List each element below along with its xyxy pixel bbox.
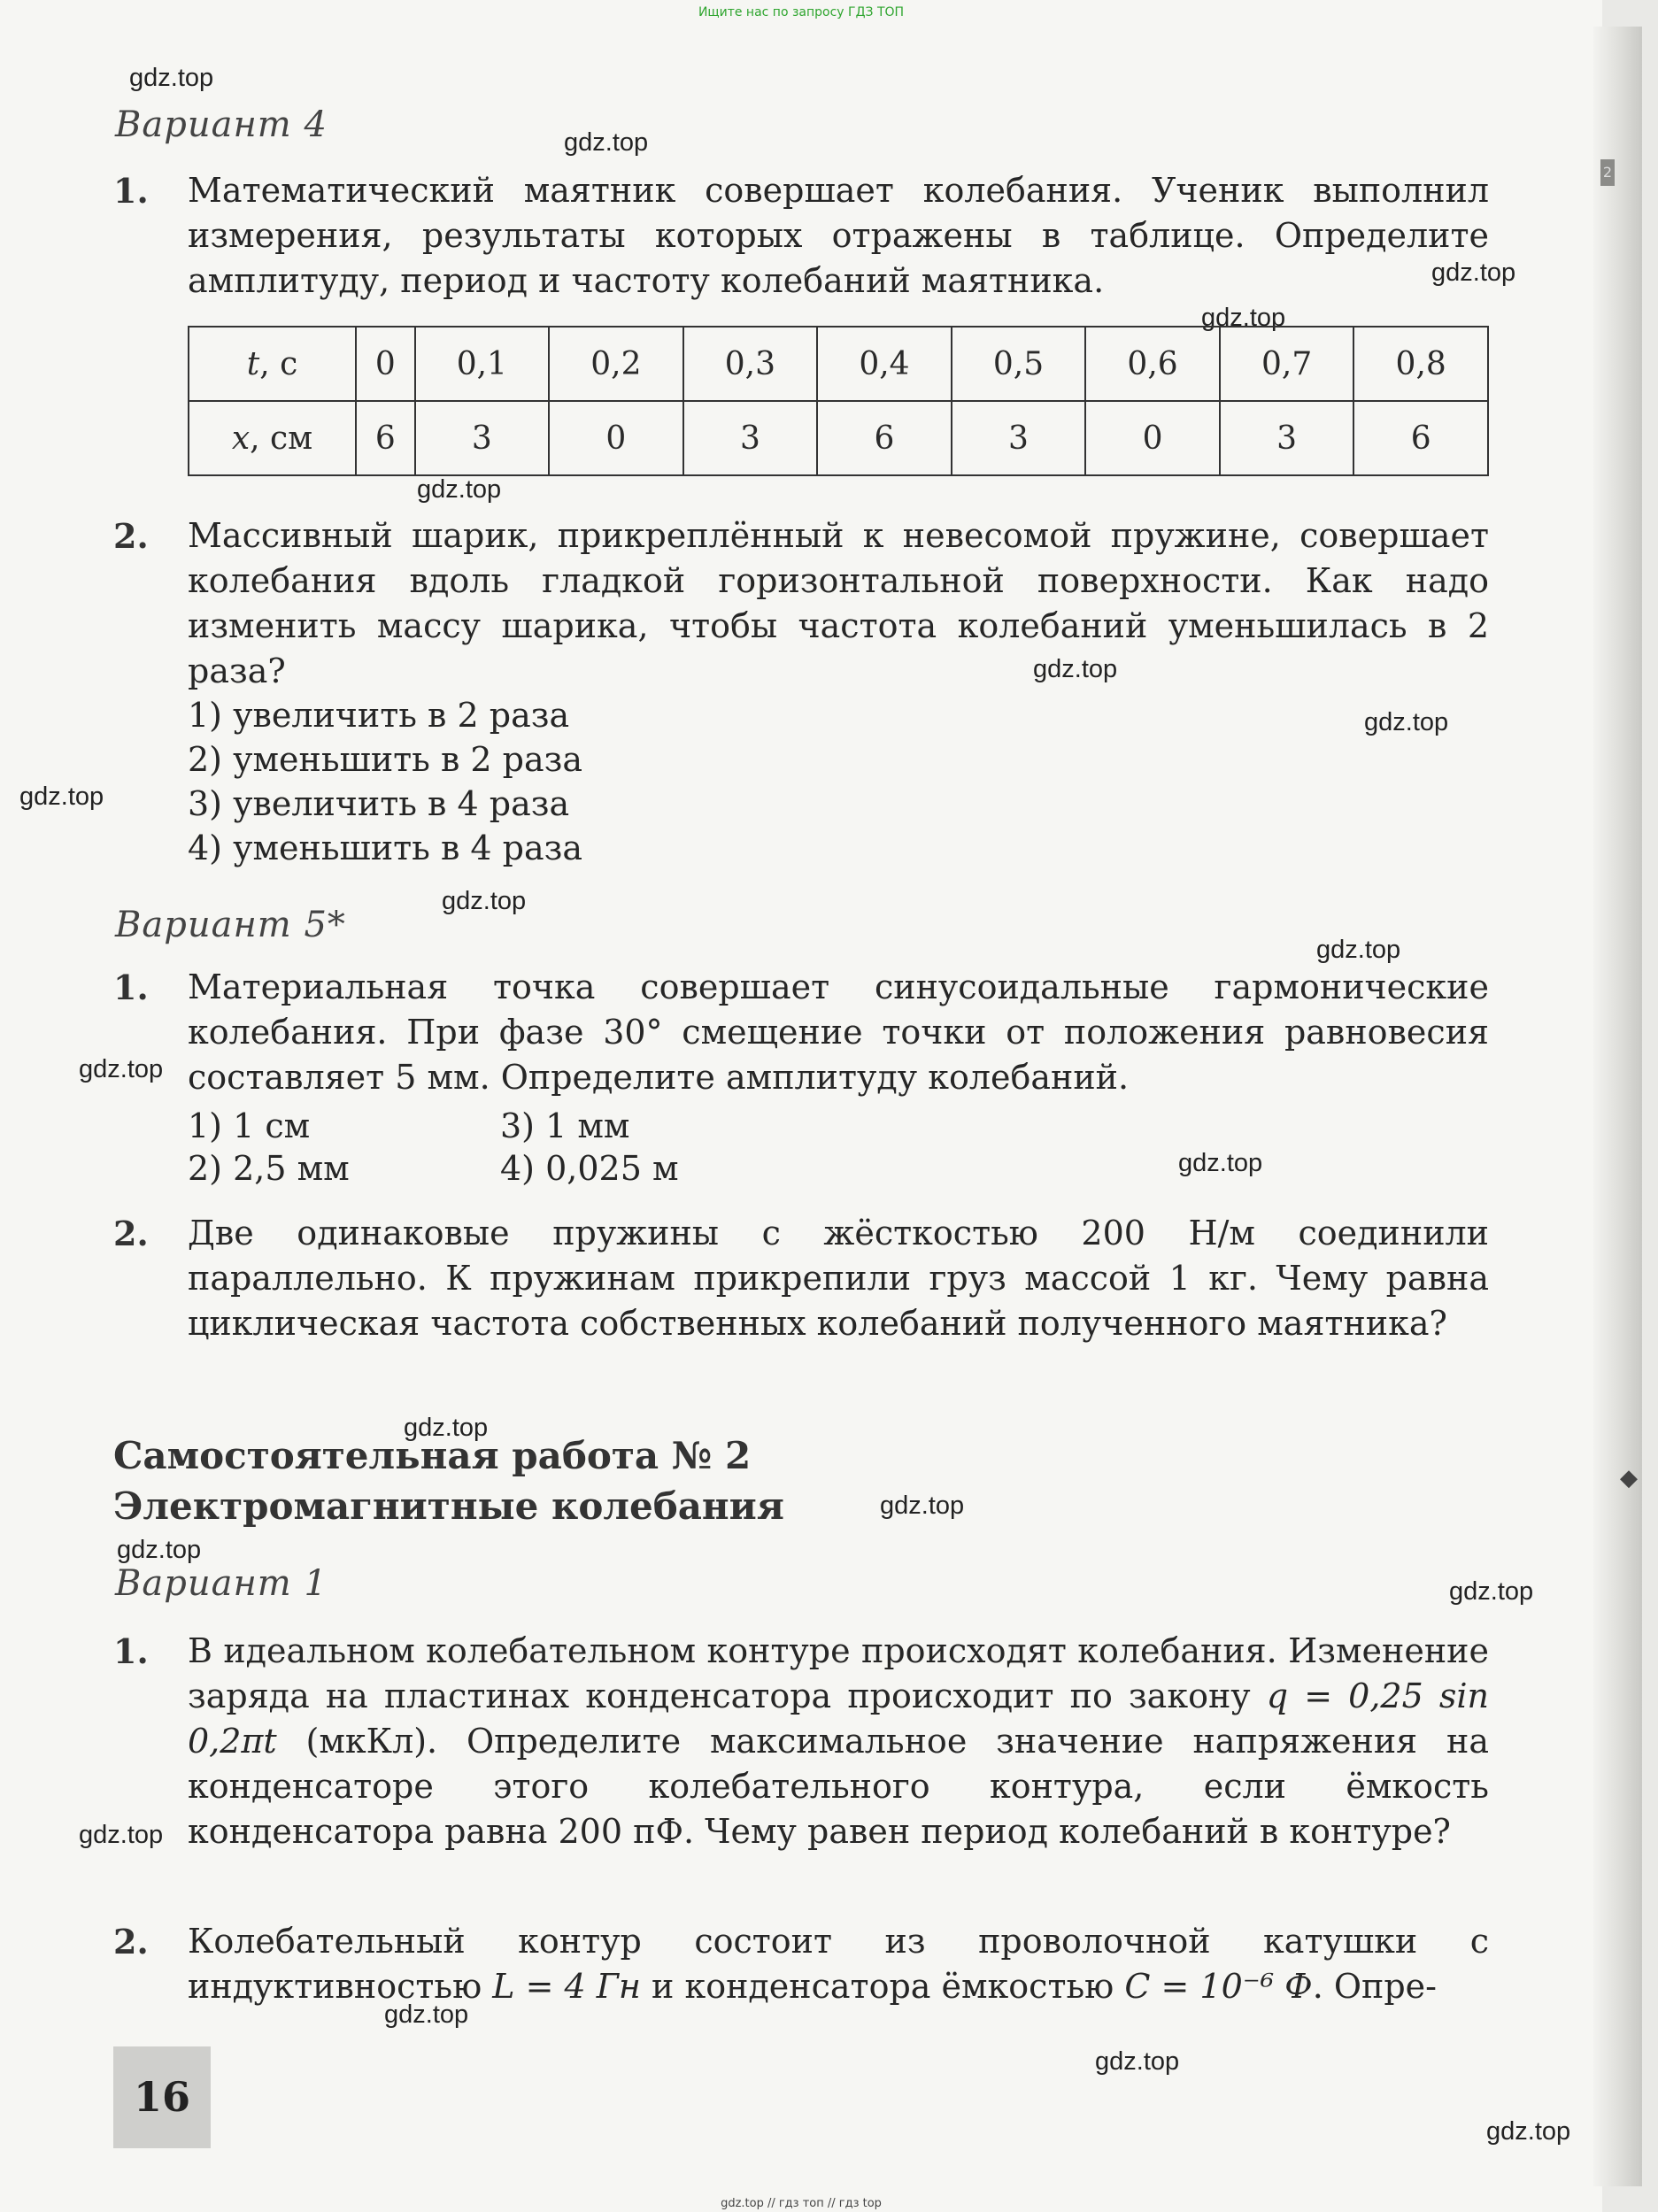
page-number: 16: [113, 2046, 211, 2148]
answer-option: 3) увеличить в 4 раза: [188, 784, 570, 823]
watermark: gdz.top: [1095, 2047, 1180, 2076]
answer-option: 2) уменьшить в 2 раза: [188, 740, 583, 779]
table-cell: 0,7: [1220, 327, 1354, 401]
formula: L = 4 Гн: [492, 1967, 641, 2006]
answer-option: 1) 1 см: [188, 1106, 311, 1145]
table-cell: 3: [1220, 401, 1354, 475]
task-text: В идеальном колебательном контуре происходят колебания. Изменение заряда на пластинах конденсатора происходит по закону q = 0,25 sin 0,2πt (мкКл). Определите максимальное значение напряжения на конденсаторе этого колебательного контура, если ёмкость конденсатора равна 200 пФ. Чему равен период колебаний в контуре?: [188, 1631, 1490, 1851]
table-cell: 0,1: [415, 327, 550, 401]
task-number: 1.: [113, 967, 149, 1007]
table-cell: 3: [683, 401, 818, 475]
watermark: gdz.top: [79, 1821, 164, 1849]
watermark: gdz.top: [1178, 1149, 1263, 1177]
table-row-displacement: [189, 401, 1488, 475]
watermark: gdz.top: [417, 475, 502, 504]
watermark: gdz.top: [79, 1055, 164, 1083]
table-cell: 0,8: [1353, 327, 1488, 401]
row-label-time: t, с: [189, 327, 356, 401]
table-cell: 0: [549, 401, 683, 475]
formula: q = 0,25 sin 0,2πt: [188, 1676, 1490, 1761]
table-cell: 0: [356, 327, 415, 401]
table-cell: 6: [356, 401, 415, 475]
task-number: 1.: [113, 1631, 149, 1671]
section-subtitle: Электромагнитные колебания: [113, 1484, 784, 1528]
table-cell: 0,5: [952, 327, 1086, 401]
variant-1-title: Вариант 1: [115, 1563, 328, 1604]
table-cell: 0,4: [817, 327, 952, 401]
task-number: 1.: [113, 171, 149, 211]
watermark: gdz.top: [19, 782, 104, 811]
table-cell: 0: [1085, 401, 1220, 475]
task-text: Колебательный контур состоит из проволочной катушки с индуктивностью L = 4 Гн и конденсатора ёмкостью C = 10⁻⁶ Ф. Опре-: [188, 1922, 1489, 2006]
task-text: Математический маятник совершает колебания. Ученик выполнил измерения, результаты которых отражены в таблице. Определите амплитуду, период и частоту колебаний маятника.: [188, 171, 1489, 300]
watermark: gdz.top: [404, 1414, 489, 1442]
watermark: gdz.top: [117, 1536, 202, 1564]
answer-option: 4) 0,025 м: [500, 1149, 679, 1188]
row-label-displacement: x, см: [189, 401, 356, 475]
watermark: gdz.top: [1449, 1577, 1534, 1606]
table-cell: 0,6: [1085, 327, 1220, 401]
answer-option: 1) увеличить в 2 раза: [188, 696, 570, 735]
table-cell: 6: [1353, 401, 1488, 475]
task-text: Материальная точка совершает синусоидальные гармонические колебания. При фазе 30° смещение точки от положения равновесия составляет 5 мм. Определите амплитуду колебаний.: [188, 967, 1489, 1097]
measurement-table: [188, 326, 1489, 476]
watermark: gdz.top: [442, 887, 527, 915]
watermark: gdz.top: [1364, 708, 1449, 736]
task-text: Массивный шарик, прикреплённый к невесомой пружине, совершает колебания вдоль гладкой горизонтальной поверхности. Как надо изменить массу шарика, чтобы частота колебаний уменьшилась в 2 раза?: [188, 516, 1489, 690]
task-number: 2.: [113, 1922, 149, 1962]
section-title: Самостоятельная работа № 2: [113, 1434, 752, 1477]
task-number: 2.: [113, 516, 149, 556]
table-cell: 0,2: [549, 327, 683, 401]
watermark: gdz.top: [1201, 304, 1286, 332]
watermark: gdz.top: [1316, 936, 1401, 964]
watermark: gdz.top: [880, 1491, 965, 1520]
formula: C = 10⁻⁶ Ф: [1124, 1967, 1313, 2006]
answer-option: 2) 2,5 мм: [188, 1149, 350, 1188]
watermark: gdz.top: [384, 2000, 469, 2029]
table-cell: 0,3: [683, 327, 818, 401]
page-edge-shadow: [1593, 27, 1642, 2186]
answer-option: 3) 1 мм: [500, 1106, 630, 1145]
variant-4-title: Вариант 4: [115, 104, 328, 145]
table-row-time: [189, 327, 1488, 401]
table-cell: 6: [817, 401, 952, 475]
watermark: gdz.top: [564, 128, 649, 157]
edge-arrow-icon: ◆: [1620, 1465, 1638, 1491]
answer-option: 4) уменьшить в 4 раза: [188, 829, 583, 867]
table-cell: 3: [415, 401, 550, 475]
table-cell: 3: [952, 401, 1086, 475]
watermark: gdz.top: [1431, 258, 1516, 287]
top-note: Ищите нас по запросу ГДЗ ТОП: [698, 5, 905, 19]
variant-5-title: Вариант 5*: [115, 905, 346, 945]
watermark: gdz.top: [129, 64, 214, 92]
task-number: 2.: [113, 1214, 149, 1253]
bottom-note: gdz.top // гдз топ // гдз top: [721, 2197, 882, 2210]
edge-tab-mark: 2: [1600, 159, 1615, 186]
watermark: gdz.top: [1033, 655, 1118, 683]
task-text: Две одинаковые пружины с жёсткостью 200 Н/м соединили параллельно. К пружинам прикрепили груз массой 1 кг. Чему равна циклическая частота собственных колебаний полученного маятника?: [188, 1214, 1489, 1343]
watermark: gdz.top: [1486, 2117, 1571, 2146]
